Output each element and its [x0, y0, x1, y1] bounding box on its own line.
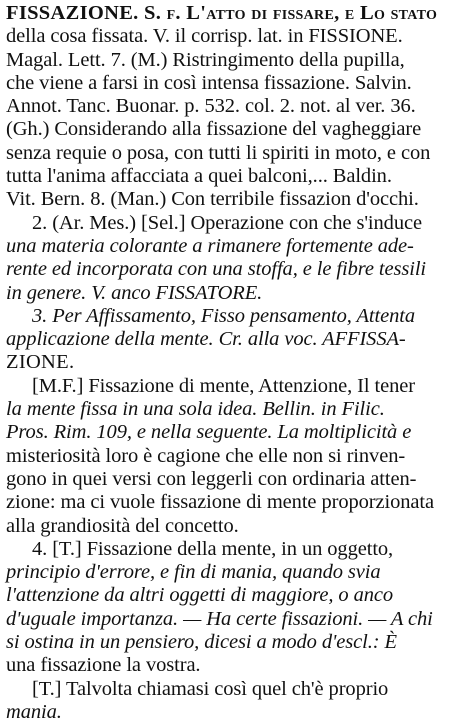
entry-line-7: senza requie o posa, con tutti li spiriti in moto, e con — [6, 141, 431, 164]
entry-line-6: (Gh.) Considerando alla fissazione del vagheggiare — [6, 118, 422, 141]
entry-line-2: della cosa fissata. V. il corrisp. lat. in FISSIONE. — [6, 25, 403, 48]
entry-line-3: Magal. Lett. 7. (M.) Ristringimento della pupilla, — [6, 48, 405, 71]
entry-line-5: Annot. Tanc. Buonar. p. 532. col. 2. not. al ver. 36. — [6, 95, 416, 118]
sense-4-line-2: principio d'errore, e fin di mania, quando svia — [6, 561, 381, 584]
sense-2-line-4: in genere. V. anco FISSATORE. — [6, 281, 263, 304]
mf-subentry-line-7: alla grandiosità del concetto. — [6, 514, 239, 537]
t-subentry-line-2: mania. — [6, 700, 62, 723]
sense-4-line-3: l'attenzione da altri oggetti di maggiore, o anco — [6, 584, 394, 607]
sense-4-line-4: d'uguale importanza. — Ha certe fissazioni. — A chi — [6, 607, 433, 630]
mf-subentry-line-5: gono in quei versi con leggerli con ordinaria atten- — [6, 467, 417, 490]
headword: FISSAZIONE. S. f. L'atto di fissare, e Lo stato — [6, 2, 438, 24]
mf-subentry-line-4: misteriosità loro è cagione che elle non si rinven- — [6, 444, 406, 467]
entry-line-1 — [6, 2, 466, 25]
sense-3-line-3: ZIONE. — [6, 351, 75, 374]
sense-4-line-1: 4. [T.] Fissazione della mente, in un oggetto, — [32, 537, 394, 560]
mf-subentry-line-3: Pros. Rim. 109, e nella seguente. La moltiplicità e — [6, 421, 412, 444]
entry-line-9: Vit. Bern. 8. (Man.) Con terribile fissazion d'occhi. — [6, 188, 419, 211]
sense-4-line-6: una fissazione la vostra. — [6, 654, 201, 677]
sense-3-line-1: 3. Per Affissamento, Fisso pensamento, Attenta — [32, 304, 415, 327]
sense-2-line-1: 2. (Ar. Mes.) [Sel.] Operazione con che s'induce — [32, 211, 422, 234]
sense-2-line-2: una materia colorante a rimanere fortemente ade- — [6, 234, 414, 257]
entry-line-4: che viene a farsi in così intensa fissazione. Salvin. — [6, 71, 412, 94]
mf-subentry-line-2: la mente fissa in una sola idea. Bellin. in Filic. — [6, 398, 385, 421]
mf-subentry-line-1: [M.F.] Fissazione di mente, Attenzione, Il tener — [32, 374, 415, 397]
mf-subentry-line-6: zione: ma ci vuole fissazione di mente proporzionata — [6, 491, 434, 514]
t-subentry-line-1: [T.] Talvolta chiamasi così quel ch'è proprio — [32, 677, 389, 700]
sense-4-line-5: si ostina in un pensiero, dicesi a modo d'escl.: È — [6, 631, 397, 654]
entry-line-8: tutta l'anima affacciata a quei balconi,... Baldin. — [6, 165, 392, 188]
sense-3-line-2: applicazione della mente. Cr. alla voc. AFFISSA- — [6, 328, 406, 351]
sense-2-line-3: rente ed incorporata con una stoffa, e le fibre tessili — [6, 258, 427, 281]
